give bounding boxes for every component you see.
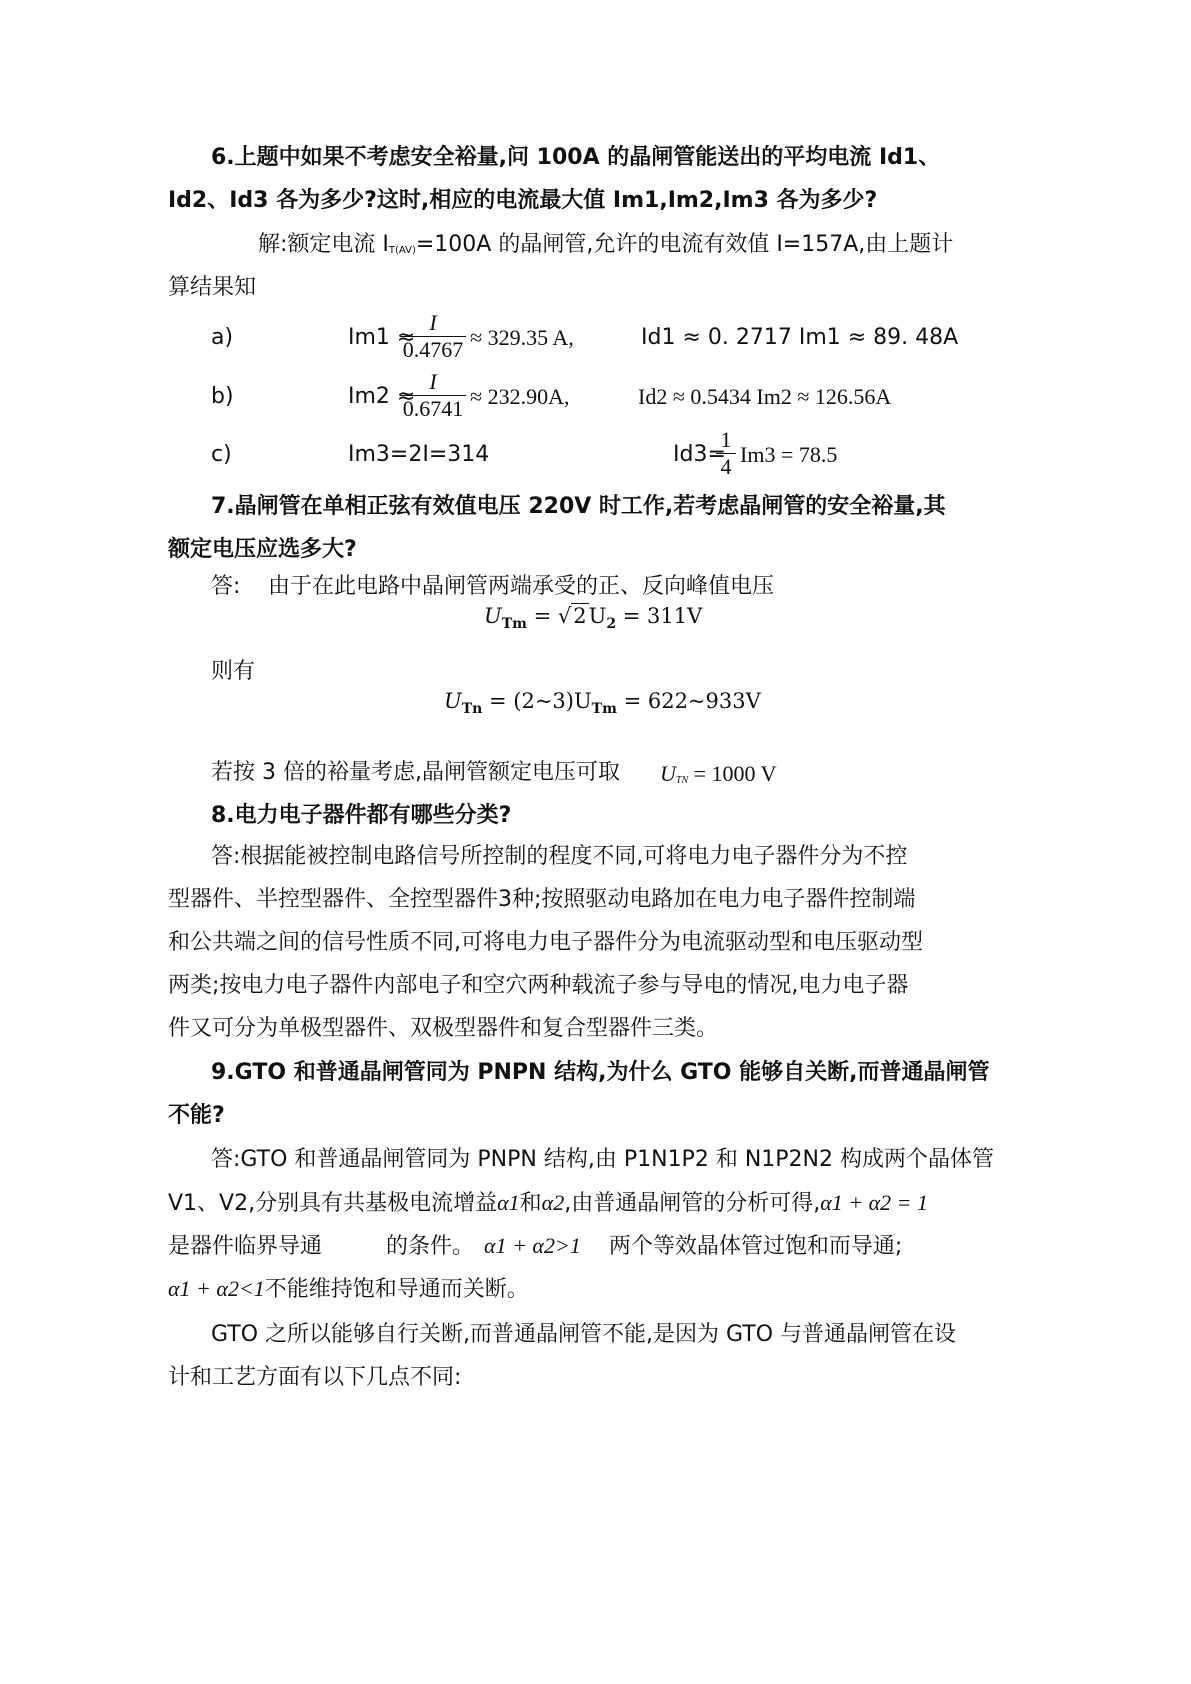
utn-sub: TN [675, 775, 689, 786]
q9-p1-line2-a: V1、V2,分别具有共基极电流增益 [168, 1191, 498, 1216]
condition-less: α1 + α2<1 [168, 1276, 265, 1301]
condition-greater: α1 + α2>1 [484, 1233, 581, 1258]
eq1-u: U [484, 604, 502, 628]
q9-p1-line3-c: 两个等效晶体管过饱和而导通; [608, 1234, 903, 1259]
q9-p1-line2-b: ,由普通晶闸管的分析可得, [564, 1191, 821, 1216]
row-b-im-lhs: Im2 ≈ [348, 384, 416, 409]
eq2-u: U [444, 689, 462, 713]
row-a-label: a) [211, 325, 234, 350]
eq2-mid: = (2~3)U [482, 689, 592, 713]
q7-then: 则有 [211, 659, 256, 684]
eq1-u2: U [588, 604, 607, 628]
q8-line-5: 件又可分为单极型器件、双极型器件和复合型器件三类。 [168, 1016, 719, 1041]
q6-solution-subscript: T(AV) [388, 245, 416, 256]
row-b-label: b) [211, 384, 234, 409]
q9-p1-line4 [168, 1274, 529, 1305]
eq2-u-sub: Tn [461, 701, 483, 718]
row-a-im-lhs: Im1 ≈ [348, 325, 416, 350]
row-a-id: Id1 ≈ 0. 2717 Im1 ≈ 89. 48A [641, 325, 959, 350]
row-c-fraction [714, 427, 738, 480]
row-b-frac-den: 0.6741 [402, 396, 464, 421]
q9-p2-line1: GTO 之所以能够自行关断,而普通晶闸管不能,是因为 GTO 与普通晶闸管在设 [211, 1322, 957, 1347]
equation-utm [484, 604, 702, 632]
q6-solution-part-b: =100A 的晶闸管,允许的电流有效值 I=157A,由上题计 [415, 232, 954, 257]
q9-p1-line3-b: 的条件。 [386, 1234, 475, 1259]
q6-title-line1: 6.上题中如果不考虑安全裕量,问 100A 的晶闸管能送出的平均电流 Id1、 [211, 145, 941, 170]
row-b-fraction [398, 369, 468, 422]
q7-utn-value [660, 759, 777, 796]
eq1-u-sub: Tm [501, 616, 527, 633]
row-a-fraction [398, 310, 468, 363]
q9-title-line2: 不能? [168, 1103, 225, 1128]
row-b-id: Id2 ≈ 0.5434 Im2 ≈ 126.56A [638, 384, 892, 409]
q9-p1-line4-text: 不能维持饱和导通而关断。 [264, 1277, 529, 1302]
row-a-frac-den: 0.4767 [402, 337, 464, 362]
eq1-sqrt-symbol: = √ [526, 604, 572, 628]
row-a-frac-num: I [429, 310, 437, 335]
row-c-id-rhs: Im3 = 78.5 [740, 442, 838, 467]
q9-title-line1: 9.GTO 和普通晶闸管同为 PNPN 结构,为什么 GTO 能够自关断,而普通晶闸管 [211, 1060, 990, 1085]
row-a-im-rhs: ≈ 329.35 A, [470, 325, 574, 350]
condition-equal: α1 + α2 = 1 [820, 1190, 929, 1215]
q8-line-1: 答:根据能被控制电路信号所控制的程度不同,可将电力电子器件分为不控 [211, 844, 908, 869]
q9-p1-line1: 答:GTO 和普通晶闸管同为 PNPN 结构,由 P1N1P2 和 N1P2N2 构成两个晶体管 [211, 1147, 994, 1172]
q6-solution-line1 [258, 230, 953, 266]
q8-line-3: 和公共端之间的信号性质不同,可将电力电子器件分为电流驱动型和电压驱动型 [168, 930, 923, 955]
q6-solution-line2: 算结果知 [168, 275, 257, 300]
q7-answer-label: 答: [211, 574, 241, 599]
q9-and: 和 [519, 1191, 542, 1216]
equation-utn [444, 689, 761, 717]
row-c-frac-num: 1 [720, 427, 732, 452]
q7-conclusion: 若按 3 倍的裕量考虑,晶闸管额定电压可取 [211, 760, 620, 785]
q6-title-line2: Id2、Id3 各为多少?这时,相应的电流最大值 Im1,Im2,Im3 各为多少? [168, 188, 878, 213]
q7-title-line2: 额定电压应选多大? [168, 537, 357, 562]
eq1-rhs: = 311V [616, 604, 703, 628]
eq2-mid-sub: Tm [591, 701, 617, 718]
utn-u: U [660, 761, 676, 786]
q9-p1-line2 [168, 1188, 928, 1219]
q7-title-line1: 7.晶闸管在单相正弦有效值电压 220V 时工作,若考虑晶闸管的安全裕量,其 [211, 494, 946, 519]
row-c-im: Im3=2I=314 [348, 442, 490, 467]
eq1-u2-sub: 2 [606, 616, 617, 633]
eq2-rhs: = 622~933V [616, 689, 761, 713]
q9-p1-line3-a: 是器件临界导通 [168, 1234, 323, 1259]
row-c-label: c) [211, 442, 232, 467]
row-b-im-rhs: ≈ 232.90A, [470, 384, 570, 409]
row-c-frac-den: 4 [720, 454, 732, 479]
utn-rhs: = 1000 V [693, 761, 777, 786]
q8-line-2: 型器件、半控型器件、全控型器件3种;按照驱动电路加在电力电子器件控制端 [168, 887, 916, 912]
row-b-frac-num: I [429, 369, 437, 394]
row-c-id-lhs: Id3= [673, 442, 726, 467]
q8-line-4: 两类;按电力电子器件内部电子和空穴两种载流子参与导电的情况,电力电子器 [168, 973, 909, 998]
eq1-radicand: 2 [573, 604, 587, 628]
q9-p2-line2: 计和工艺方面有以下几点不同: [168, 1365, 462, 1390]
alpha1-symbol: α1 [497, 1190, 520, 1215]
q8-title: 8.电力电子器件都有哪些分类? [211, 803, 512, 828]
q9-p1-line3 [168, 1231, 902, 1262]
q7-answer-text: 由于在此电路中晶闸管两端承受的正、反向峰值电压 [268, 574, 775, 599]
alpha2-symbol: α2 [541, 1190, 565, 1215]
q6-solution-part-a: 解:额定电流 I [258, 232, 389, 257]
